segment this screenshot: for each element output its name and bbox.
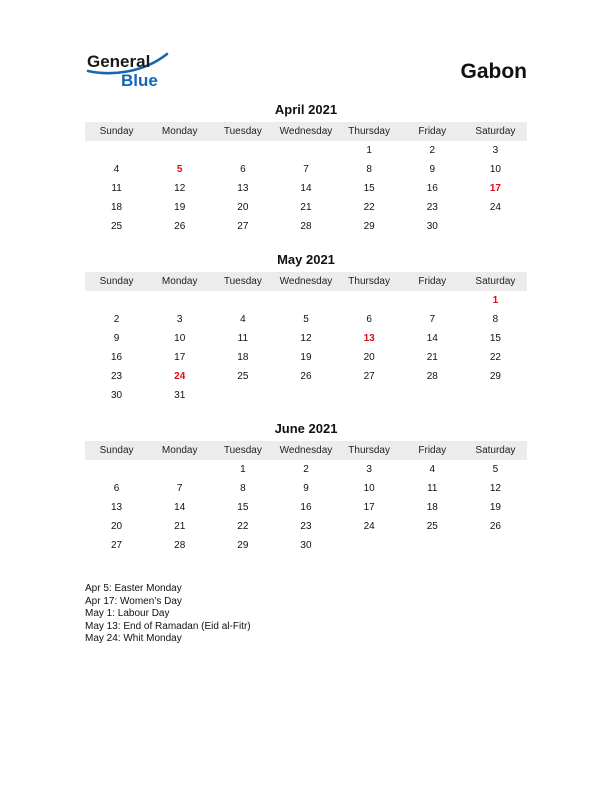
day-cell: 13: [111, 502, 123, 513]
holiday-note: May 24: Whit Monday: [85, 633, 182, 644]
week-row: [85, 217, 527, 236]
weekday-header: Monday: [148, 272, 211, 291]
day-cell: 6: [113, 483, 120, 494]
holiday-note: Apr 5: Easter Monday: [85, 583, 182, 594]
day-cell: 7: [429, 314, 436, 325]
day-cell: 5: [176, 164, 183, 175]
week-row: [85, 179, 527, 198]
day-cell: 8: [240, 483, 246, 494]
calendar-table: [85, 272, 527, 405]
weekday-header-row: [85, 441, 527, 460]
day-cell: 26: [300, 371, 312, 382]
day-cell: 22: [489, 352, 501, 363]
day-cell: 8: [492, 314, 499, 325]
day-cell: 17: [489, 183, 501, 194]
weekday-header: Thursday: [338, 441, 401, 460]
empty-cell: [148, 141, 211, 160]
day-cell: 29: [489, 371, 501, 382]
day-cell: 14: [174, 502, 186, 513]
weekday-header: Saturday: [464, 441, 527, 460]
empty-cell: [85, 141, 148, 160]
day-cell: 29: [237, 540, 249, 551]
day-cell: 21: [426, 352, 438, 363]
day-cell: 13: [237, 183, 249, 194]
day-cell: 2: [303, 464, 309, 475]
day-cell: 18: [426, 502, 438, 513]
day-cell: 25: [426, 521, 438, 532]
weekday-header: Wednesday: [274, 122, 337, 141]
day-cell: 16: [426, 183, 438, 194]
holiday-note: May 1: Labour Day: [85, 608, 170, 619]
day-cell: 21: [300, 202, 312, 213]
empty-cell: [85, 460, 148, 479]
day-cell: 11: [427, 483, 438, 494]
day-cell: 20: [111, 521, 123, 532]
day-cell: 5: [303, 314, 309, 325]
logo-text-blue: Blue: [121, 71, 158, 90]
month-title: May 2021: [277, 252, 335, 267]
empty-cell: [274, 386, 337, 405]
day-cell: 19: [174, 202, 186, 213]
day-cell: 18: [237, 352, 249, 363]
empty-cell: [211, 291, 274, 310]
weekday-header: Saturday: [464, 122, 527, 141]
day-cell: 7: [176, 483, 183, 494]
page-header: [85, 50, 527, 94]
day-cell: 15: [363, 183, 375, 194]
day-cell: 30: [300, 540, 312, 551]
weekday-header: Thursday: [338, 122, 401, 141]
day-cell: 11: [111, 183, 122, 194]
weekday-header-row: [85, 272, 527, 291]
month-calendar: [85, 421, 527, 555]
day-cell: 26: [489, 521, 501, 532]
day-cell: 2: [429, 145, 436, 156]
day-cell: 3: [366, 464, 372, 475]
weekday-header: Sunday: [85, 272, 148, 291]
page-title: Gabon: [460, 60, 527, 83]
day-cell: 11: [237, 333, 249, 344]
day-cell: 3: [176, 314, 183, 325]
day-cell: 1: [366, 145, 372, 156]
day-cell: 17: [363, 502, 375, 513]
week-row: [85, 348, 527, 367]
day-cell: 12: [300, 333, 312, 344]
weekday-header: Tuesday: [211, 122, 274, 141]
day-cell: 7: [303, 164, 309, 175]
day-cell: 10: [174, 333, 186, 344]
day-cell: 14: [426, 333, 438, 344]
weekday-header: Wednesday: [274, 441, 337, 460]
day-cell: 24: [489, 202, 501, 213]
day-cell: 15: [489, 333, 501, 344]
day-cell: 28: [174, 540, 186, 551]
week-row: [85, 310, 527, 329]
day-cell: 20: [363, 352, 375, 363]
day-cell: 3: [492, 145, 499, 156]
day-cell: 27: [363, 371, 375, 382]
day-cell: 24: [363, 521, 375, 532]
day-cell: 19: [300, 352, 312, 363]
weekday-header: Thursday: [338, 272, 401, 291]
weekday-header: Wednesday: [274, 272, 337, 291]
empty-cell: [401, 386, 464, 405]
month-calendar: [85, 252, 527, 405]
calendar-table: [85, 441, 527, 555]
holiday-note: Apr 17: Women’s Day: [85, 595, 182, 607]
day-cell: 4: [113, 164, 120, 175]
week-row: [85, 498, 527, 517]
day-cell: 5: [492, 464, 499, 475]
day-cell: 6: [240, 164, 246, 175]
empty-cell: [338, 291, 401, 310]
weekday-header: Tuesday: [211, 272, 274, 291]
empty-cell: [148, 291, 211, 310]
day-cell: 9: [429, 164, 436, 175]
day-cell: 2: [113, 314, 120, 325]
day-cell: 18: [111, 202, 123, 213]
week-row: [85, 517, 527, 536]
weekday-header: Tuesday: [211, 441, 274, 460]
empty-cell: [464, 536, 527, 555]
day-cell: 28: [426, 371, 438, 382]
weekday-header-row: [85, 122, 527, 141]
week-row: [85, 536, 527, 555]
month-calendar: [85, 102, 527, 236]
week-row: [85, 460, 527, 479]
day-cell: 9: [303, 483, 309, 494]
week-row: [85, 198, 527, 217]
day-cell: 23: [111, 371, 123, 382]
day-cell: 10: [489, 164, 501, 175]
day-cell: 12: [489, 483, 501, 494]
week-row: [85, 291, 527, 310]
day-cell: 9: [113, 333, 120, 344]
day-cell: 25: [111, 221, 123, 232]
empty-cell: [338, 536, 401, 555]
empty-cell: [274, 141, 337, 160]
day-cell: 13: [363, 333, 375, 344]
day-cell: 16: [300, 502, 312, 513]
empty-cell: [401, 536, 464, 555]
empty-cell: [338, 386, 401, 405]
calendar-table: [85, 122, 527, 236]
weekday-header: Friday: [401, 441, 464, 460]
day-cell: 8: [366, 164, 372, 175]
day-cell: 23: [300, 521, 312, 532]
holiday-note: May 13: End of Ramadan (Eid al-Fitr): [85, 620, 251, 632]
empty-cell: [211, 141, 274, 160]
day-cell: 26: [174, 221, 186, 232]
day-cell: 15: [237, 502, 249, 513]
day-cell: 10: [363, 483, 375, 494]
day-cell: 27: [111, 540, 123, 551]
week-row: [85, 367, 527, 386]
day-cell: 22: [363, 202, 375, 213]
general-blue-logo: [85, 50, 197, 94]
weekday-header: Friday: [401, 122, 464, 141]
weekday-header: Friday: [401, 272, 464, 291]
day-cell: 14: [300, 183, 312, 194]
day-cell: 30: [111, 390, 123, 401]
day-cell: 6: [366, 314, 372, 325]
week-row: [85, 141, 527, 160]
day-cell: 28: [300, 221, 312, 232]
day-cell: 4: [240, 314, 246, 325]
week-row: [85, 329, 527, 348]
weekday-header: Monday: [148, 122, 211, 141]
day-cell: 4: [429, 464, 436, 475]
day-cell: 12: [174, 183, 186, 194]
day-cell: 29: [363, 221, 375, 232]
weekday-header: Sunday: [85, 122, 148, 141]
empty-cell: [464, 217, 527, 236]
logo-text-general: General: [87, 52, 151, 71]
day-cell: 17: [174, 352, 186, 363]
day-cell: 16: [111, 352, 123, 363]
month-title: April 2021: [274, 102, 338, 117]
logo-graphic: [85, 50, 197, 94]
empty-cell: [211, 386, 274, 405]
empty-cell: [401, 291, 464, 310]
day-cell: 19: [489, 502, 501, 513]
day-cell: 27: [237, 221, 249, 232]
week-row: [85, 386, 527, 405]
weekday-header: Sunday: [85, 441, 148, 460]
weekday-header: Saturday: [464, 272, 527, 291]
day-cell: 22: [237, 521, 249, 532]
day-cell: 30: [426, 221, 438, 232]
day-cell: 31: [174, 390, 186, 401]
holiday-notes: [85, 583, 527, 646]
weekday-header: Monday: [148, 441, 211, 460]
week-row: [85, 479, 527, 498]
empty-cell: [85, 291, 148, 310]
day-cell: 1: [492, 295, 499, 306]
empty-cell: [274, 291, 337, 310]
day-cell: 24: [174, 371, 186, 382]
week-row: [85, 160, 527, 179]
day-cell: 20: [237, 202, 249, 213]
day-cell: 25: [237, 371, 249, 382]
day-cell: 21: [174, 521, 186, 532]
month-title: June 2021: [274, 421, 338, 436]
empty-cell: [148, 460, 211, 479]
empty-cell: [464, 386, 527, 405]
months-container: [85, 102, 527, 555]
day-cell: 23: [426, 202, 438, 213]
day-cell: 1: [240, 464, 246, 475]
